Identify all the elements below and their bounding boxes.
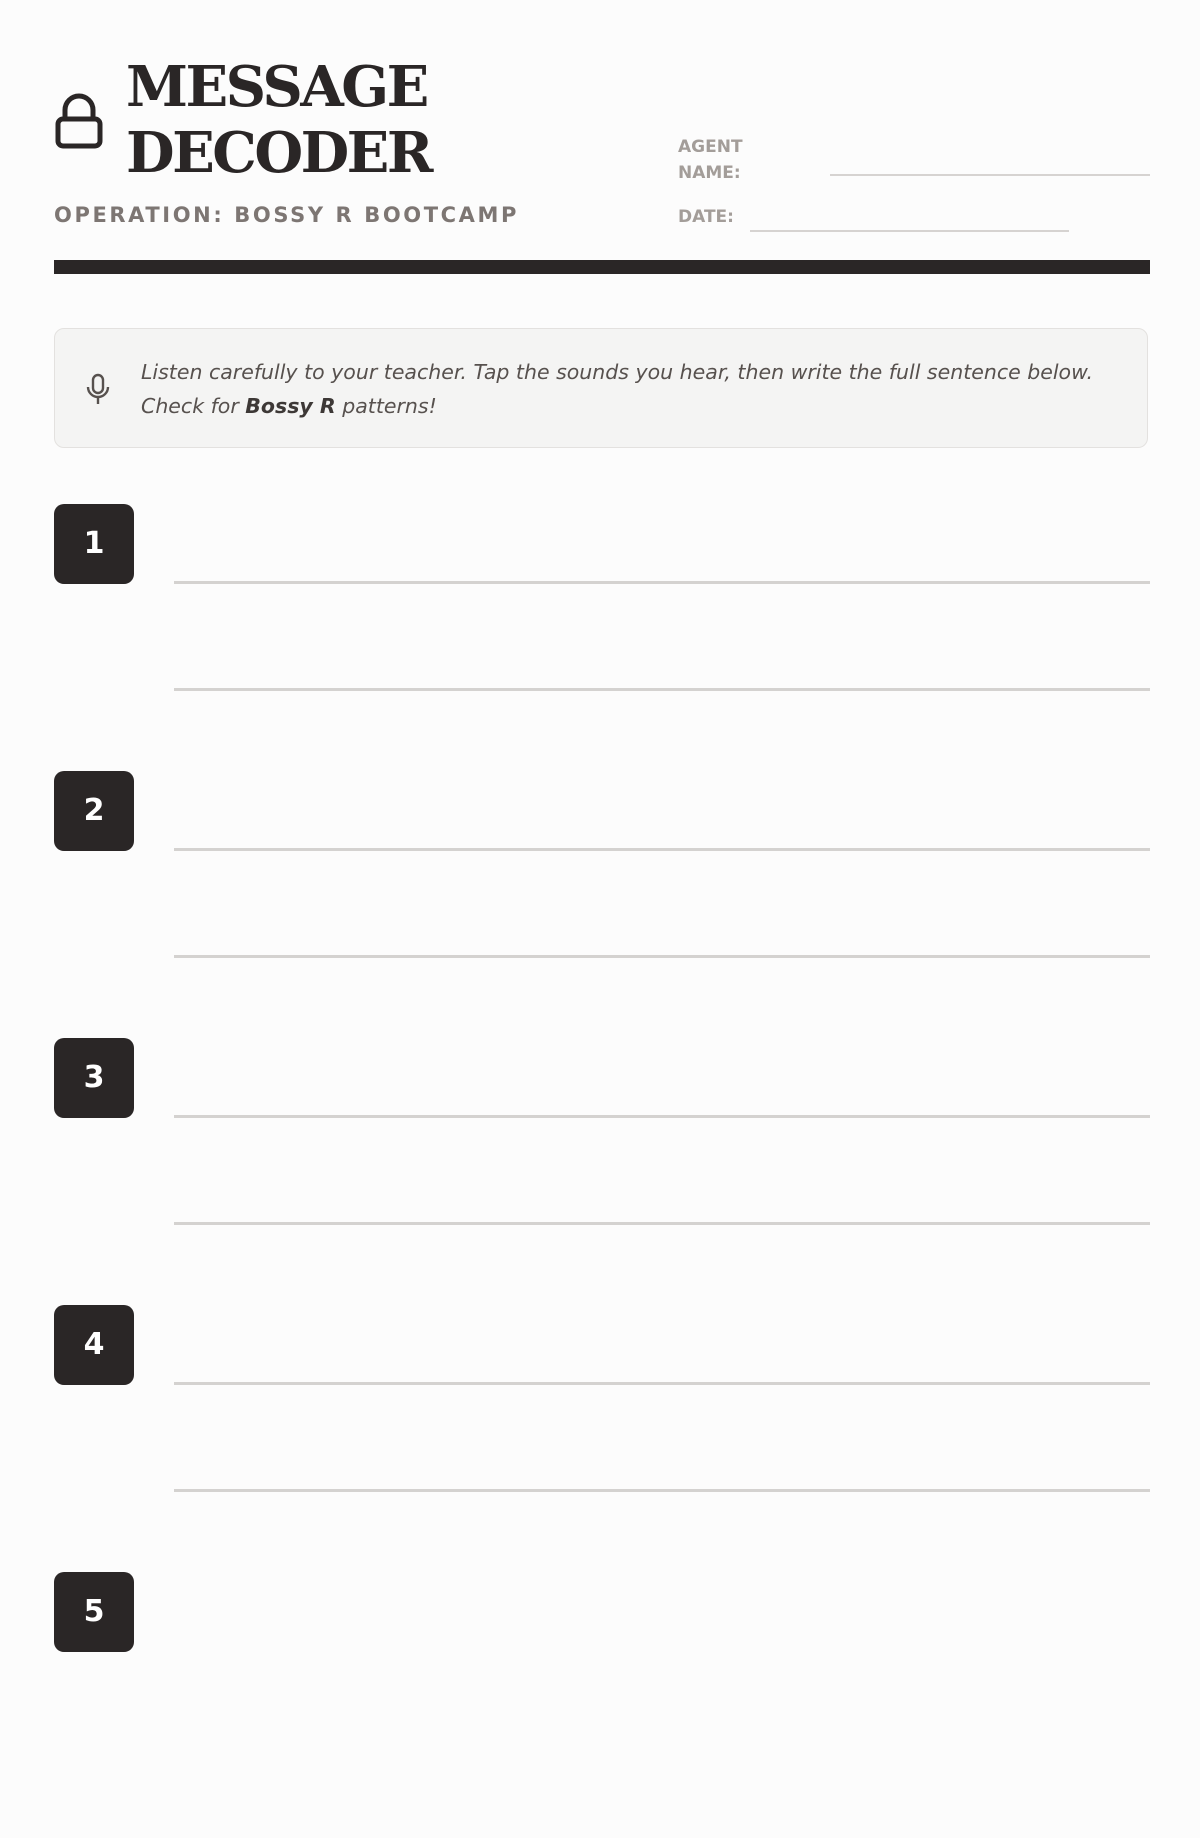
- instructions-bold: Bossy R: [245, 394, 336, 418]
- lock-icon: [54, 92, 104, 150]
- agent-label-line-1: AGENT: [678, 137, 743, 157]
- writing-line[interactable]: [174, 688, 1150, 691]
- item-number-badge: 2: [54, 771, 134, 851]
- sentence-item: [0, 1038, 1200, 1304]
- item-number-badge: 4: [54, 1305, 134, 1385]
- instructions-line-1: Listen carefully to your teacher. Tap the sounds you hear, then write the full sentence below.: [141, 360, 1094, 384]
- title-line-2: DECODER: [126, 120, 431, 186]
- date-label: DATE:: [678, 207, 734, 227]
- item-number-badge: 1: [54, 504, 134, 584]
- agent-name-label: [678, 134, 778, 186]
- operation-subtitle: OPERATION: BOSSY R BOOTCAMP: [54, 203, 520, 227]
- writing-line[interactable]: [174, 1222, 1150, 1225]
- writing-line[interactable]: [174, 955, 1150, 958]
- sentence-item: [0, 771, 1200, 1037]
- writing-line[interactable]: [174, 1115, 1150, 1118]
- sentence-item: [0, 1305, 1200, 1571]
- title-line-1: MESSAGE: [126, 54, 427, 120]
- instructions-text: [141, 355, 1131, 423]
- page-title: [126, 54, 431, 186]
- writing-line[interactable]: [174, 848, 1150, 851]
- header-divider: [54, 260, 1150, 274]
- date-field[interactable]: [750, 230, 1069, 232]
- agent-label-line-2: NAME:: [678, 163, 741, 183]
- agent-name-field[interactable]: [830, 174, 1150, 176]
- instructions-suffix: patterns!: [335, 394, 437, 418]
- sentence-item: [0, 1572, 1200, 1838]
- item-number-badge: 5: [54, 1572, 134, 1652]
- writing-line[interactable]: [174, 1489, 1150, 1492]
- microphone-icon: [85, 373, 111, 407]
- sentence-item: [0, 504, 1200, 770]
- writing-line[interactable]: [174, 1382, 1150, 1385]
- item-number-badge: 3: [54, 1038, 134, 1118]
- instructions-line-2: [141, 389, 1131, 423]
- instructions-panel: [54, 328, 1148, 448]
- writing-line[interactable]: [174, 581, 1150, 584]
- instructions-prefix: Check for: [141, 394, 246, 418]
